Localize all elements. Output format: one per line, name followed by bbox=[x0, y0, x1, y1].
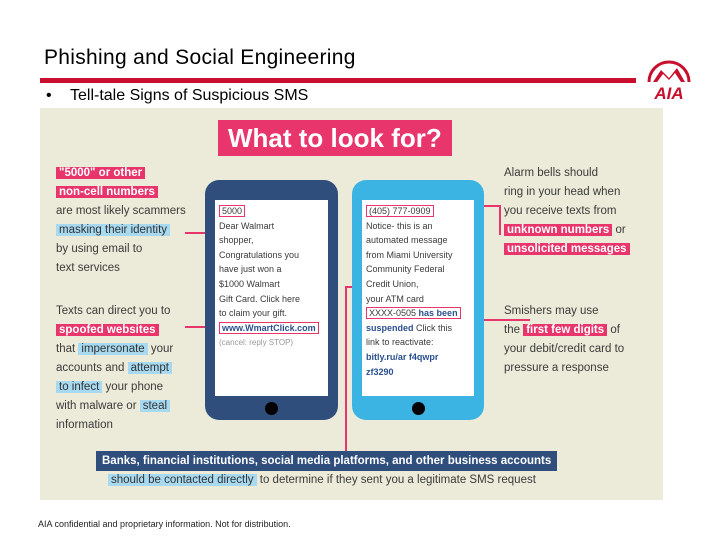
spoofed-link: www.WmartClick.com bbox=[219, 322, 319, 334]
sms-line: Click this bbox=[416, 322, 453, 333]
text-line: Texts can direct you to bbox=[56, 305, 171, 317]
scam-phone-credit-union bbox=[352, 180, 484, 420]
bullet-marker: • bbox=[46, 87, 52, 104]
sms-message bbox=[219, 204, 319, 351]
highlight-masking: masking their identity bbox=[56, 224, 170, 236]
sms-line: automated message bbox=[366, 235, 448, 246]
highlight-contacted: should be contacted directly bbox=[108, 474, 257, 486]
text-line: or bbox=[615, 224, 626, 236]
text-line: that bbox=[56, 343, 76, 355]
connector-line bbox=[345, 286, 347, 451]
sms-line: from Miami University bbox=[366, 249, 453, 260]
sms-line: Notice- this is an bbox=[366, 220, 433, 231]
sms-line: Community Federal bbox=[366, 264, 445, 275]
left-point-1 bbox=[56, 164, 186, 278]
highlight-infect: to infect bbox=[56, 381, 102, 393]
highlight-first-digits: first few digits bbox=[523, 324, 607, 336]
card-digits: XXXX-0505 has been bbox=[366, 307, 461, 319]
text-line: by using email to bbox=[56, 243, 143, 255]
sms-line: $1000 Walmart bbox=[219, 278, 280, 289]
highlight-unsolicited: unsolicited messages bbox=[504, 243, 630, 255]
text-line: your debit/credit card to bbox=[504, 343, 625, 355]
text-line: information bbox=[56, 419, 113, 431]
highlight-unknown: unknown numbers bbox=[504, 224, 612, 236]
sms-line: Gift Card. Click here bbox=[219, 293, 301, 304]
text-line: are most likely scammers bbox=[56, 205, 186, 217]
highlight-impersonate: impersonate bbox=[78, 343, 147, 355]
text-line: you receive texts from bbox=[504, 205, 617, 217]
footer-disclaimer: AIA confidential and proprietary information. Not for distribution. bbox=[38, 519, 291, 529]
sms-infographic bbox=[40, 108, 663, 500]
aia-logo bbox=[643, 52, 695, 102]
bottom-line bbox=[108, 471, 536, 490]
sender-number: (405) 777-0909 bbox=[366, 205, 434, 217]
home-button bbox=[412, 402, 425, 415]
text-line: pressure a response bbox=[504, 362, 609, 374]
text-line: the bbox=[504, 324, 520, 336]
logo-text: AIA bbox=[654, 84, 684, 102]
home-button bbox=[265, 402, 278, 415]
suspicious-link-tail: zf3290 bbox=[366, 366, 394, 377]
sms-line: have just won a bbox=[219, 264, 282, 275]
title-rule bbox=[40, 78, 636, 83]
text-line: of bbox=[610, 324, 620, 336]
phone-screen bbox=[215, 200, 328, 396]
sms-line: your ATM card bbox=[366, 293, 424, 304]
bullet-text: Tell-tale Signs of Suspicious SMS bbox=[70, 87, 309, 104]
right-point-2 bbox=[504, 302, 624, 378]
suspended-text: suspended bbox=[366, 322, 414, 333]
sms-line: to claim your gift. bbox=[219, 308, 288, 319]
highlight-5000: "5000" or other bbox=[56, 167, 145, 179]
text-line: with malware or bbox=[56, 400, 137, 412]
slide-title: Phishing and Social Engineering bbox=[44, 46, 356, 69]
text-line: Smishers may use bbox=[504, 305, 599, 317]
text-line: text services bbox=[56, 262, 120, 274]
connector-line bbox=[499, 205, 501, 235]
text-line: ring in your head when bbox=[504, 186, 621, 198]
text-line: to determine if they sent you a legitimate SMS request bbox=[259, 474, 536, 486]
right-point-1 bbox=[504, 164, 630, 259]
highlight-steal: steal bbox=[140, 400, 170, 412]
scam-phone-walmart bbox=[205, 180, 338, 420]
text-line: Alarm bells should bbox=[504, 167, 598, 179]
sms-line: link to reactivate: bbox=[366, 337, 434, 348]
text-line: your bbox=[150, 343, 174, 355]
sms-line: Dear Walmart bbox=[219, 220, 275, 231]
phone-screen bbox=[362, 200, 474, 396]
sms-line: Credit Union, bbox=[366, 278, 419, 289]
left-point-2 bbox=[56, 302, 173, 435]
bullet-item bbox=[46, 87, 308, 105]
sms-line: Congratulations you bbox=[219, 249, 300, 260]
sms-message bbox=[366, 204, 461, 379]
sender-number: 5000 bbox=[219, 205, 245, 217]
highlight-spoofed: spoofed websites bbox=[56, 324, 159, 336]
cancel-note: (cancel: reply STOP) bbox=[219, 338, 294, 348]
sms-line: shopper, bbox=[219, 235, 254, 246]
suspicious-link: bitly.ru/ar f4qwpr bbox=[366, 351, 439, 362]
text-line: your phone bbox=[105, 381, 164, 393]
bottom-banner: Banks, financial institutions, social media platforms, and other business accounts bbox=[96, 451, 557, 471]
highlight-non-cell: non-cell numbers bbox=[56, 186, 158, 198]
text-line: accounts and bbox=[56, 362, 125, 374]
highlight-attempt: attempt bbox=[128, 362, 172, 374]
infographic-heading: What to look for? bbox=[218, 120, 452, 156]
